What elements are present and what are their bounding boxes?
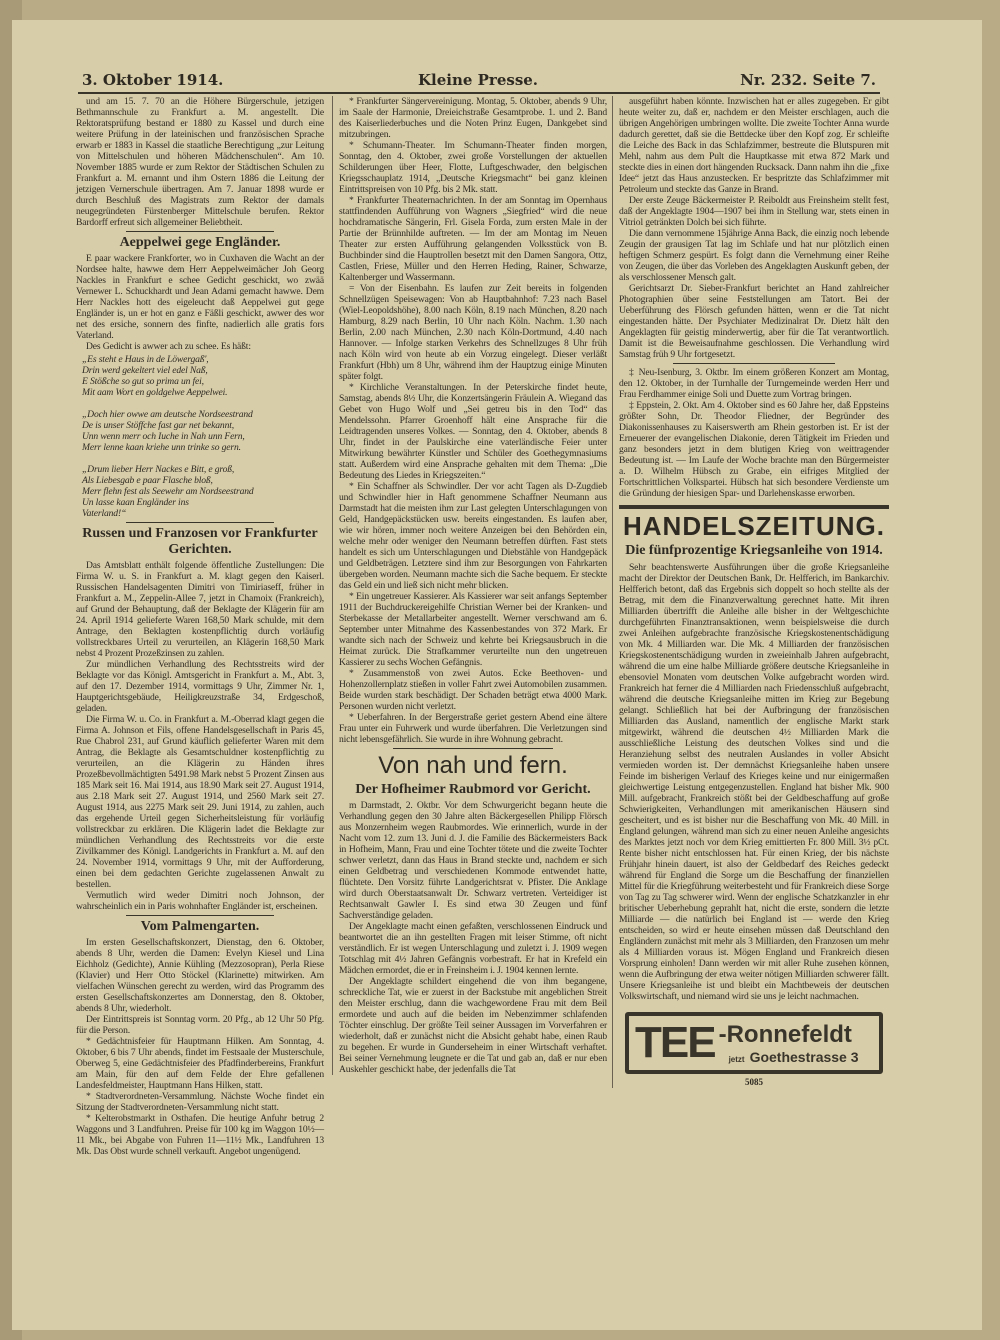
article-text: * Ein ungetreuer Kassierer. Als Kassierer war seit anfangs September 1911 der Buchdruckereigehilfe Christian Werner bei der Kranken- und Sterbekasse der Metallarbeiter angestellt. Werner verschwand am 6. September unter Mitnahme des Kassenbestandes von 372 Mark. Er wandte sich nach der Schweiz und kehrte bei Kriegsausbruch in die Heimat zurück. Die Strafkammer verurteilte nun den ungetreuen Kassierer zu sechs Wochen Gefängnis.: [339, 591, 607, 668]
header-paper-title: Kleine Presse.: [418, 71, 539, 89]
headline-russen: Russen und Franzosen vor Frankfurter Gerichten.: [82, 526, 318, 557]
article-text: Sehr beachtenswerte Ausführungen über die große Kriegsanleihe macht der Direktor der Deutschen Bank, Dr. Helfferich, im Bankarchiv. Helfferich betont, daß das Ergebnis sich doppelt so hoch stellte als der Betrag, mit dem die Finanzverwaltung gerechnet hatte. Mit ihren Milliarden übertrifft die Anleihe alle bisher in der Weltgeschichte durchgeführten Finanztransaktionen, wenn beispielsweise die durch zwei Anleihen aufgebrachte französische Kriegskostenentschädigung von Mk. 4 Milliarden war. Die Mk. 4 Milliarden der französischen Kriegskostenentschädigung wurden in zweieinhalb Jahren aufgebracht, während die um eine halbe Milliarde größere deutsche Kriegsanleihe in ebensoviel Monaten vom deutschen Volke aufgebracht worden wird. Frankreich hat ferner die 4 Milliarden nach Friedensschluß aufgebracht, während die deutsche Kriegsanleihe mitten im Krieg zur Begebung gelangt. Schließlich hat bei der Aufbringung der französischen Milliarden das Ausland, namentlich der englische Markt stark mitgewirkt, während die deutschen 4½ Milliarden Mark die ausschließliche Leistung des deutschen Volkes sind und die Heranziehung selbst des neutralen Auslandes in voller Absicht vermieden worden ist. Der demnächst Kriegsanleihe haben unsere Feinde im bisherigen Verlauf des Krieges keine und nur einigermaßen gleichwertige Leistung entgegenzustellen. England hat bisher Mk. 900 Mill. aufgebracht, Frankreich stößt bei der Geldbeschaffung auf große Schwierigkeiten, Verhandlungen mit amerikanischen Häusern sind gescheitert, und es ist bisher nur die Beschaffung von Mk. 40 Mill. in England gelungen, während man sich zu einer neuen Anleihe angesichts des Marktes jetzt noch vor dem Krieg emittierten Fr. 800 Mill. 3½ pCt. Rente bisher nicht entschlossen hat. Für einen Krieg, der bis nächste Frühjahr hinein dauert, ist also der Geldbedarf des Reiches gedeckt während für England die Sorge um die Beschaffung der finanziellen Mittel für die Kriegführung weiterbesteht und für Frankreich diese Sorge von Tag zu Tag schwerer wird. Wenn der englische Schatzkanzler in ehr britischer Ueberhebung geprahlt hat, nicht die erste, sondern die letzte Milliarde — die natürlich bei England ist — werde den Krieg entscheiden, so wird er heute einsehen müssen daß Deutschland den Engländern zunächst mit mehr als 3 Milliarden, den Franzosen um mehr als 4 Milliarden voraus ist. Mögen England und Frankreich diesen Vorsprung einholen! Dann werden wir mit aller Ruhe zusehen können, wenn die Aufbringung der etwa weiter nötigen Milliarden schwerer fällt. Unsere Kriegsanleihe ist und bleibt ein Machtbeweis der deutschen Volkswirtschaft, und niemand wird sie uns je leicht nachmachen.: [619, 562, 889, 1002]
column-1: [76, 96, 324, 1157]
poem: „Es steht e Haus in de Löwergaß', Drin werd gekeltert viel edel Naß, E Stößche so gut so prima un fei, Mit aam Wort en goldgelwe Aeppelwei. „Doch hier owwe am deutsche Nordseestrand De is unser Stöffche fast gar net bekannt, Unn wenn merr och Iuche in Nah unn Fern, Merr lenne kaan kriehe unn trinke so gern. „Drum lieber Herr Nackes e Bitt, e groß, Als Liebesgab e paar Flasche bloß, Merr flehn fest als Seewehr am Nordseestrand Un lasse kaan Engländer ins Vaterland!“: [82, 354, 254, 519]
headline-raubmord: Der Hofheimer Raubmord vor Gericht.: [355, 782, 591, 797]
article-text: E paar wackere Frankforter, wo in Cuxhaven die Wacht an der Nordsee halte, hawwe dem Herr Aeppelweimächer Joh Georg Nackles in Frankfurt e schee Gedicht geschickt, wo zwää Vernewer L. Schuckhardt und Jean Adami gemacht hawwe. Dem Herr Nackles hott des eigeleucht daß Aeppelwei gut gege Engländer is, un er hot en ganz e Fäßli geschickt, awwer des wor net des ersiche, sonnern des finfte, nadierlich alle gratis fors Vaterland.: [76, 253, 324, 341]
article-text: Der erste Zeuge Bäckermeister P. Reiboldt aus Freinsheim stellt fest, daß der Angeklagte 1904—1907 bei ihm in Stellung war, stets einen in Vitriol getränkten Dolch bei sich führte.: [619, 195, 889, 228]
column-2: [332, 96, 607, 1075]
footer-number: 5085: [745, 1077, 763, 1087]
article-text: Gerichtsarzt Dr. Sieber-Frankfurt berichtet an Hand zahlreicher Photographien über seine Feststellungen am Tatort. Bei der Ueberführung des Flörsch gefunden hätten, wenn er die Tat nicht eingestanden hätte. Der Psychiater Medizinalrat Dr. Dietz hält den Angeklagten für geistig minderwertig, aber für die Tat verantwortlich. Damit ist die Beweisaufnahme geschlossen. Die Verhandlung wird Samstag früh 9 Uhr fortgesetzt.: [619, 283, 889, 360]
article-text: * Ein Schaffner als Schwindler. Der vor acht Tagen als D-Zugdieb und Schwindler hier in Haft genommene Schaffner Neumann aus Darmstadt hat die meisten ihm zur Last gelegten Unterschlagungen von Geld, Handgepäckstücken usw. bereits eingestanden. Es laufen aber, wie wir hören, immer noch weitere Anzeigen bei den Behörden ein, welche mehr oder weniger den Neumann betreffen dürften. Fast stets handelt es sich um Unterschlagungen und Diebstähle von Handgepäck und Geldbeträgen. Letztere sind ihm zur Besorgungen von Fahrkarten übergeben worden. Neumann machte sich die Sache bequem. Er steckte das Geld ein und ließ sich nicht mehr blicken.: [339, 481, 607, 591]
article-text: Im ersten Gesellschaftskonzert, Dienstag, den 6. Oktober, abends 8 Uhr, werden die Damen: Evelyn Kiesel und Lina Eichholz (Gedichte), Annie Kühling (Mezzosopran), Perla Riese (Klavier) und Herr Otto Stöckel (Klarinette) mitwirken. Am vielfachen Wünschen gerecht zu werden, wird das Programm des ersten Gesellschaftskonzertes am Donnerstag, den 8. Oktober, abends 8 Uhr, wiederholt.: [76, 937, 324, 1014]
article-text: Der Angeklagte schildert eingehend die von ihm begangene, schreckliche Tat, wie er zuerst in der Backstube mit angeblichen Streit den Meister erschlug, dann die wachgewordene Frau mit dem Beil ermordete und auch auf die beiden im Nebenzimmer schlafenden Töchter einschlug. Der größte Teil seiner Aussagen im Vorverfahren er wiederholt, daß er zunächst nicht die Absicht gehabt habe, einen Raub zu begehen. Er wurde in Gunderseheim in einer Wirtschaft verhaftet. Bei seiner Vernehmung leugnete er die Tat und gab an, daß er nur eben Auskehler geschickt habe, der jedenfalls die Tat: [339, 976, 607, 1075]
article-text: * Frankfurter Sängervereinigung. Montag, 5. Oktober, abends 9 Uhr, im Saale der Harmonie, Dreieichstraße Gesamtprobe. 1. und 2. Band des Kaiserliederbuches und die Noten Prinz Eugen, Dankgebet sind mitzubringen.: [339, 96, 607, 140]
article-text: Der Angeklagte macht einen gefaßten, verschlossenen Eindruck und beantwortet die an ihn gestellten Fragen mit leiser Stimme, oft nicht verständlich. Er ist wegen Unterschlagung und zuletzt i. J. 1909 wegen Totschlag mit 4½ Jahren Gefängnis vorbestraft. Er hat in Krefeld ein Mädchen ermordet, die er in Freinsheim i. J. 1904 kennen lernte.: [339, 921, 607, 976]
article-text: * Frankfurter Theaternachrichten. In der am Sonntag im Opernhaus stattfindenden Aufführung von Wagners „Siegfried“ wird die neue hochdramatische Sängerin, Frl. Gisela Forda, zum ersten Male in der Partie der Brünnhilde auftreten. — Im der am Montag im Neuen Theater zur ersten Aufführung gelangenden Volksstück von B. Buchbinder sind die Hauptrollen besetzt mit den Damen Sangora, Ottz, Castlen, Friese, Müller und den Herren Heding, Rainer, Schwarze, Kaltenberger und Wassermann.: [339, 195, 607, 283]
section-title-von-nah-und-fern: Von nah und fern.: [378, 752, 568, 779]
ad-address: Goethestrasse 3: [749, 1048, 859, 1065]
article-text: * Schumann-Theater. Im Schumann-Theater finden morgen, Sonntag, den 4. Oktober, zwei große Vorstellungen der aktuellen Schilderungen über Heer, Flotte, Luftgeschwader, den belgischen Kriegsschauplatz 1914, „Deutsche Kriegsmacht“ bei ganz kleinen Eintrittspreisen von 10 Pfg. bis 2 Mk. statt.: [339, 140, 607, 195]
article-text: ‡ Eppstein, 2. Okt. Am 4. Oktober sind es 60 Jahre her, daß Eppsteins größter Sohn, Dr. Theodor Fliedner, der Begründer des Diakonissenhauses zu Kaiserswerth am Rhein gestorben ist. Er ist der Erneuerer der evangelischen Diakonie, deren Tätigkeit im Frieden und ganz besonders jetzt in dem blutigen Krieg von weittragender Bedeutung ist. — Im Laufe der Woche brachte man den Bürgermeister a. D. Wilhelm Hübsch zu Grabe, ein eifriges Mitglied der Fortschrittlichen Volkspartei. Hübsch hat sich besondere Verdienste um die Gründung der hiesigen Spar- und Darlehenskasse erworben.: [619, 400, 889, 499]
article-text: * Gedächtnisfeier für Hauptmann Hilken. Am Sonntag, 4. Oktober, 6 bis 7 Uhr abends, findet im Festsaale der Musterschule, Oberweg 5, eine Gedächtnisfeier des Pfadfinderbereins, Frankfurt am Main, für den auf dem Felde der Ehre gefallenen Landesfeldmeister, Hauptmann Hans Hilken, statt.: [76, 1036, 324, 1091]
ad-jetzt: jetzt: [728, 1054, 745, 1064]
article-text: * Ueberfahren. In der Bergerstraße geriet gestern Abend eine ältere Frau unter ein Fuhrwerk und wurde überfahren. Die Verletzungen sind nicht lebensgefährlich. Sie wurde in ihre Wohnung gebracht.: [339, 712, 607, 745]
headline-aeppelwei: Aeppelwei gege Engländer.: [119, 235, 281, 250]
ad-text-block: [718, 1020, 859, 1065]
article-text: und am 15. 7. 70 an die Höhere Bürgerschule, jetzigen Bethmannschule zu Frankfurt a. M. angestellt. Die Rektoratsprüfung bestand er 1880 zu Kassel und durch eine weitere Prüfung in der lateinischen und französischen Sprache erwarb er 1883 in Kassel die staatliche Berechtigung „zur Leitung von Mittelschulen und höheren Mädchenschulen“. Am 10. November 1885 wurde er zum Rektor der Städtischen Schulen zu Frankfurt a. M. ernannt und ihm Ostern 1886 die Leitung der jetzigen Vernerschule übertragen. Am 7. Januar 1898 wurde er durch Beschluß des Magistrats zum Rektor der damals neugegründeten Fürstenberger Mittelschule berufen. Rektor Bardorff erfreut sich allgemeiner Beliebtheit.: [76, 96, 324, 228]
divider: [126, 915, 275, 916]
article-text: Vermutlich wird weder Dimitri noch Johnson, der wahrscheinlich ein in Paris wohnhafter Engländer ist, erscheinen.: [76, 890, 324, 912]
article-text: * Stadtverordneten-Versammlung. Nächste Woche findet ein Sitzung der Stadtverordneten-Versammlung nicht statt.: [76, 1091, 324, 1113]
section-title-handelszeitung: HANDELSZEITUNG.: [619, 505, 889, 541]
advertisement-tee-ronnefeldt: [625, 1012, 883, 1074]
article-text: * Kelterobstmarkt in Osthafen. Die heutige Anfuhr betrug 2 Waggons und 3 Landfuhren. Preise für 100 kg im Waggon 10½—11 Mk., bei Abgabe von Fuhren 11—11½ Mk., Landfuhren 13 Mk. Das Obst wurde schnell verkauft. Angebot ungenügend.: [76, 1113, 324, 1157]
divider: [393, 748, 554, 749]
article-text: Das Amtsblatt enthält folgende öffentliche Zustellungen: Die Firma W. u. S. in Frankfurt a. M. klagt gegen den Kaiserl. Russischen Handelsagenten Dimitri von Timiriaseff, früher in Frankfurt a. M., Zeppelin-Allee 7, jetzt in Chamoix (Frankreich), auf Grund der Behauptung, daß der Beklagte der Klägerin für am 24. April 1914 gelieferte Waren 168,50 Mark schulde, mit dem Antrage, den Beklagten kostenpflichtig durch vorläufig vollstreckbares Urteil zu verurteilen, an Klägerin 168,50 Mark nebst 4 Prozent Prozeßzinsen zu zahlen.: [76, 560, 324, 659]
article-text: m Darmstadt, 2. Oktbr. Vor dem Schwurgericht begann heute die Verhandlung gegen den 30 Jahre alten Bäckergesellen Philipp Flörsch aus Monzernheim wegen Raubmordes. Wie erinnerlich, wurde in der Nacht vom 12. zum 13. Juni d. J. die Familie des Bäckermeisters Back in Hofheim, Mann, Frau und eine Tochter tötete und die zweite Tochter schwer verletzt, dann das Haus in Brand steckte und, nachdem er sich einen Geldbetrag und verschiedenen Kommode entwendet hatte, flüchtete. Den Vorsitz führte Landgerichtsrat v. Pfister. Die Anklage wird durch Oberstaatsanwalt Dr. Schwarz vertreten. Verteidiger ist Rechtsanwalt Gawler I. Es sind etwa 30 Zeugen und fünf Sachverständige geladen.: [339, 800, 607, 921]
article-text: * Kirchliche Veranstaltungen. In der Peterskirche findet heute, Samstag, abends 8½ Uhr, die Konzertsängerin Fräulein A. Wiegand das Gebet von Hugo Wolf und „Sei getreu bis in den Tod“ das Mendelssohn. Pfarrer Groenhoff hält eine Ansprache für die Leidtragenden unseres Volkes. — Sonntag, den 4. Oktober, abends 8 Uhr, findet in der Paulskirche eine vaterländische Feier unter Mitwirkung bewährter Künstler und Schüler des Goethegymnasiums statt. Außerdem wird eine Ansprache gehalten mit dem Thema: „Die Bedeutung des Liedes in Kriegszeiten.“: [339, 382, 607, 481]
header-issue: Nr. 232. Seite 7.: [740, 71, 876, 89]
article-text: Die dann vernommene 15jährige Anna Back, die einzig noch lebende Zeugin der grausigen Tat lag im Schlafe und hat nur plötzlich einen heftigen Schmerz gespürt. Es folgt dann die Vernehmung einer Reihe von Zeugen, die über das Vorleben des Angeklagten Auskunft geben, der als verschlossener Mensch galt.: [619, 228, 889, 283]
header-date: 3. Oktober 1914.: [82, 71, 224, 89]
article-text: Die Firma W. u. Co. in Frankfurt a. M.-Oberrad klagt gegen die Firma A. Johnson et Fils, offene Handelsgesellschaft in Paris 45, Rue Chabrol 231, auf Grund käuflich gelieferter Waren mit dem Antrag, die Beklagte als Gesamtschuldner kostenpflichtig zu verurteilen, an die Klägerin zu Händen ihres Prozeßbevollmächtigten 5491.98 Mark nebst 5 Prozent Zinsen aus 185 Mark seit 16. Mai 1914, aus 18.90 Mark seit 27. August 1914, aus 2.18 Mark seit 27. August 1914, und 2560 Mark seit 27. August 1914, aus 2275 Mark seit 29. Juni 1914, zu zahlen, auch das ergehende Urteil gegen Sicherheitsleistung für vorläufig vollstreckbar zu erklären. Die Klägerin ladet die Beklagte zur mündlichen Verhandlung des Rechtsstreits vor die erste Zivilkammer des Königl. Landgerichts in Frankfurt a. M. auf den 24. November 1914, vormittags 9 Uhr, mit der Aufforderung, einen bei dem gedachten Gerichte zugelassenen Anwalt zu bestellen.: [76, 714, 324, 890]
headline-palmengarten: Vom Palmengarten.: [140, 919, 260, 934]
article-text: = Von der Eisenbahn. Es laufen zur Zeit bereits in folgenden Schnellzügen Speisewagen: Von ab Hauptbahnhof: 7.23 nach Basel (Wiel-Leopoldshöhe), 8.00 nach Köln, 8.19 nach München, 8.20 nach Hamburg, 8.29 nach Berlin, 10 Uhr nach Köln. Nachm. 1.30 nach Berlin, 2.00 nach München, 2.30 nach Köln-Dortmund, 4.40 nach Hannover. — Infolge starken Verkehrs des Schnellzuges 8 Uhr früh nach Köln wird von heute ab ein Vorzug eingelegt. Dieser verläßt Frankfurt (Hbh) um 8 Uhr, während ihm der Hauptzug einige Minuten später folgt.: [339, 283, 607, 382]
article-text: Der Eintrittspreis ist Sonntag vorm. 20 Pfg., ab 12 Uhr 50 Pfg. für die Person.: [76, 1014, 324, 1036]
divider: [126, 231, 275, 232]
headline-kriegsanleihe: Die fünfprozentige Kriegsanleihe von 1914.: [625, 543, 883, 558]
column-3: [612, 96, 889, 1088]
article-text: Zur mündlichen Verhandlung des Rechtsstreits wird der Beklagte vor das Königl. Amtsgericht in Frankfurt a. M., Abt. 3, auf den 17. Dezember 1914, vormittags 9 Uhr, Zimmer Nr. 1, Hauptgerichtsgebäude, Heiligkreuzstraße 34, Erdgeschoß, geladen.: [76, 659, 324, 714]
divider: [673, 363, 835, 364]
article-text: ausgeführt haben könnte. Inzwischen hat er alles zugegeben. Er gibt heute weiter zu, daß er, nachdem er den Meister erschlagen, auch die übrigen Angehörigen umbringen wollte. Die zweite Tochter Anna wurde dadurch gerettet, daß sie die Bettdecke über den Kopf zog. Er schleifte die Leiche des Back in das Schlafzimmer, bestreute die Blutspuren mit Mehl, nahm aus dem Pult die Hauptkasse mit etwa 872 Mark und steckte dies in einen dort hängenden Rucksack. Dann nahm ihn die „fixe Idee“ jetzt das Haus anzustecken. Er bespritzte das Schlafzimmer mit Petroleum und steckte das Ganze in Brand.: [619, 96, 889, 195]
article-text: Des Gedicht is awwer ach zu schee. Es häßt:: [86, 341, 251, 352]
article-text: * Zusammenstoß von zwei Autos. Ecke Beethoven- und Hohenzollernplatz stießen in voller Fahrt zwei Automobilen zusammen. Beide wurden stark beschädigt. Der Schaden beträgt etwa 4000 Mark. Personen wurden nicht verletzt.: [339, 668, 607, 712]
divider: [126, 522, 275, 523]
article-text: ‡ Neu-Isenburg, 3. Oktbr. Im einem größeren Konzert am Montag, den 12. Oktober, in der Turnhalle der Turngemeinde werden Herr und Frau Ferdhammer einige Soli und Duette zum Vortrag bringen.: [619, 367, 889, 400]
ad-name: -Ronnefeldt: [718, 1020, 852, 1048]
ad-brand: TEE: [635, 1018, 715, 1067]
ad-address-row: [719, 1050, 859, 1064]
page-header: [78, 70, 880, 94]
